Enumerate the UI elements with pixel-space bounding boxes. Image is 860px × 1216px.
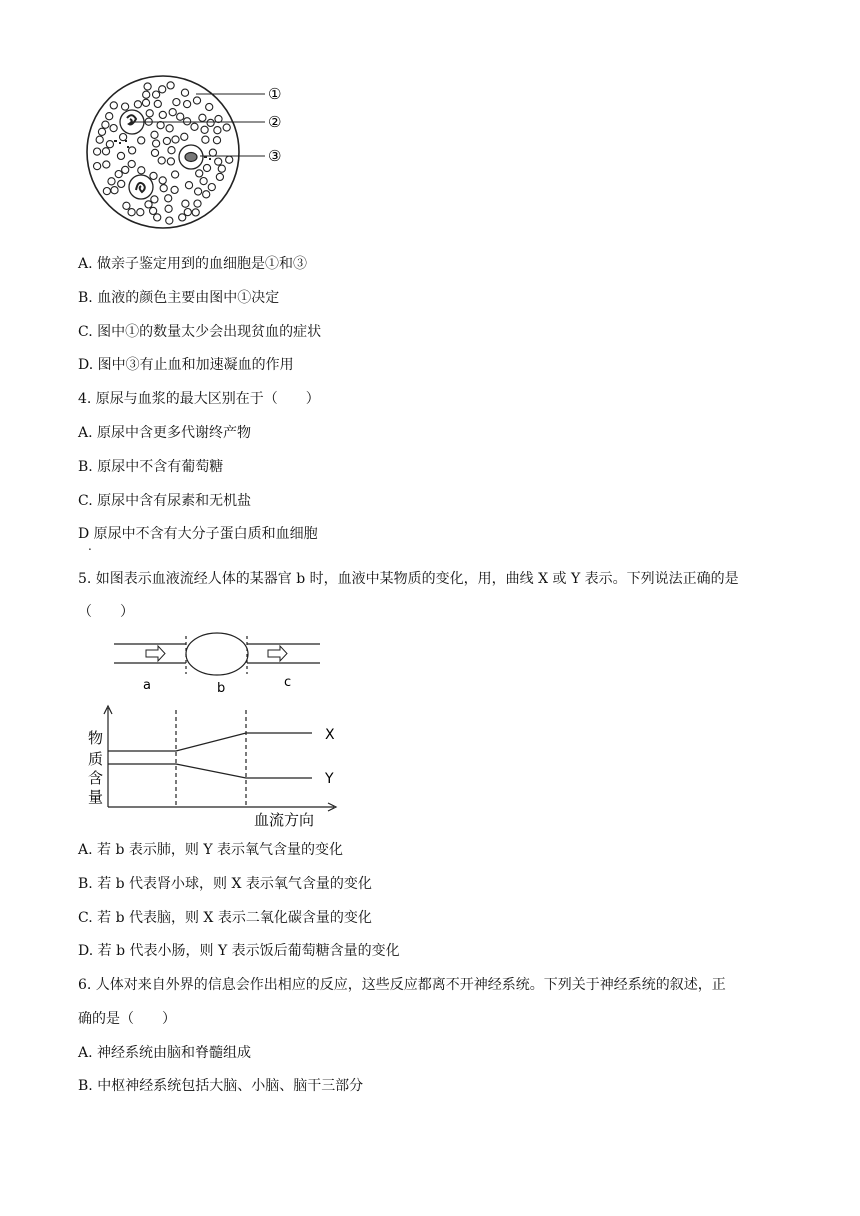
- red-blood-cell: [196, 170, 203, 177]
- red-blood-cell: [96, 136, 103, 143]
- red-blood-cell: [209, 149, 216, 156]
- red-blood-cell: [159, 111, 166, 118]
- x-axis-label: 血流方向: [254, 811, 315, 829]
- red-blood-cell: [129, 147, 136, 154]
- red-blood-cell: [159, 177, 166, 184]
- red-blood-cell: [200, 178, 207, 185]
- red-blood-cell: [138, 167, 145, 174]
- red-blood-cell: [102, 148, 109, 155]
- vessel-diagram: [110, 630, 325, 700]
- red-blood-cell: [182, 200, 189, 207]
- y-label-char-2: 质: [88, 750, 104, 768]
- red-blood-cell: [226, 156, 233, 163]
- red-blood-cell: [166, 125, 173, 132]
- red-blood-cell: [203, 191, 210, 198]
- white-blood-cell-3: [179, 145, 203, 169]
- red-blood-cell: [157, 122, 164, 129]
- red-blood-cell: [195, 188, 202, 195]
- q6-option-a: A. 神经系统由脑和脊髓组成: [78, 1045, 252, 1061]
- red-blood-cell: [207, 119, 214, 126]
- red-blood-cell: [215, 158, 222, 165]
- red-blood-cell: [158, 157, 165, 164]
- red-blood-cell: [120, 134, 127, 141]
- q3-option-a: A. 做亲子鉴定用到的血细胞是①和③: [78, 256, 308, 272]
- red-blood-cell: [137, 209, 144, 216]
- red-blood-cell: [110, 102, 117, 109]
- red-blood-cell: [194, 200, 201, 207]
- curve-x: [108, 733, 312, 751]
- red-blood-cell: [165, 205, 172, 212]
- vessel-label-a: a: [143, 678, 151, 693]
- red-blood-cell: [166, 217, 173, 224]
- red-blood-cell: [118, 180, 125, 187]
- organ-b: [186, 633, 248, 675]
- q4-option-c: C. 原尿中含有尿素和无机盐: [78, 493, 252, 509]
- red-blood-cell: [150, 207, 157, 214]
- red-blood-cells: [94, 82, 233, 224]
- red-blood-cell: [110, 125, 117, 132]
- red-blood-cell: [181, 133, 188, 140]
- red-blood-cell: [192, 209, 199, 216]
- red-blood-cell: [167, 82, 174, 89]
- red-blood-cell: [151, 131, 158, 138]
- red-blood-cell: [123, 202, 130, 209]
- red-blood-cell: [106, 141, 113, 148]
- flow-arrow-left-icon: [146, 646, 165, 661]
- red-blood-cell: [173, 99, 180, 106]
- red-blood-cell: [151, 196, 158, 203]
- q5-option-a: A. 若 b 表示肺，则 Y 表示氧气含量的变化: [78, 842, 344, 858]
- y-label-char-3: 含: [88, 769, 104, 787]
- red-blood-cell: [108, 178, 115, 185]
- red-blood-cell: [153, 140, 160, 147]
- red-blood-cell: [122, 166, 129, 173]
- white-blood-cell-2: [129, 175, 153, 199]
- q4-stray-dot: .: [88, 539, 92, 553]
- q3-option-d: D. 图中③有止血和加速凝血的作用: [78, 357, 294, 373]
- red-blood-cell: [138, 137, 145, 144]
- red-blood-cell: [172, 136, 179, 143]
- red-blood-cell: [151, 149, 158, 156]
- red-blood-cell: [163, 137, 170, 144]
- red-blood-cell: [199, 114, 206, 121]
- red-blood-cell: [128, 160, 135, 167]
- red-blood-cell: [154, 100, 161, 107]
- q4-option-d: D 原尿中不含有大分子蛋白质和血细胞: [78, 526, 318, 542]
- red-blood-cell: [145, 201, 152, 208]
- curve-label-x: X: [325, 727, 335, 743]
- curve-label-y: Y: [325, 771, 334, 787]
- q5-option-d: D. 若 b 代表小肠，则 Y 表示饭后葡萄糖含量的变化: [78, 943, 400, 959]
- red-blood-cell: [167, 158, 174, 165]
- red-blood-cell: [184, 209, 191, 216]
- red-blood-cell: [216, 173, 223, 180]
- flow-arrow-right-icon: [268, 646, 287, 661]
- red-blood-cell: [94, 148, 101, 155]
- red-blood-cell: [213, 137, 220, 144]
- red-blood-cell: [191, 123, 198, 130]
- red-blood-cell: [106, 113, 113, 120]
- q5-stem-line2: （ ）: [78, 604, 134, 620]
- substance-curve-chart: [84, 700, 344, 830]
- vessel-label-b: b: [217, 681, 226, 696]
- q4-option-a: A. 原尿中含更多代谢终产物: [78, 425, 252, 441]
- red-blood-cell: [184, 101, 191, 108]
- q6-stem-line2: 确的是（ ）: [78, 1011, 176, 1027]
- q4-stem: 4. 原尿与血浆的最大区别在于（ ）: [78, 391, 320, 407]
- red-blood-cell: [103, 188, 110, 195]
- red-blood-cell: [193, 97, 200, 104]
- red-blood-cell: [206, 103, 213, 110]
- q4-option-b: B. 原尿中不含有葡萄糖: [78, 459, 224, 475]
- red-blood-cell: [181, 89, 188, 96]
- red-blood-cell: [203, 164, 210, 171]
- red-blood-cell: [154, 214, 161, 221]
- q3-option-c: C. 图中①的数量太少会出现贫血的症状: [78, 324, 322, 340]
- q6-stem-line1: 6. 人体对来自外界的信息会作出相应的反应，这些反应都离不开神经系统。下列关于神经系统的叙述，正: [78, 977, 726, 993]
- red-blood-cell: [153, 91, 160, 98]
- red-blood-cell: [128, 209, 135, 216]
- q5-stem-line1: 5. 如图表示血液流经人体的某器官 b 时，血液中某物质的变化，用，曲线 X 或 Y 表示。下列说法正确的是: [78, 571, 739, 587]
- label-2: ②: [268, 113, 282, 131]
- q6-option-b: B. 中枢神经系统包括大脑、小脑、脑干三部分: [78, 1078, 364, 1094]
- red-blood-cell: [94, 163, 101, 170]
- red-blood-cell: [185, 182, 192, 189]
- red-blood-cell: [160, 185, 167, 192]
- red-blood-cell: [201, 126, 208, 133]
- red-blood-cell: [143, 91, 150, 98]
- red-blood-cell: [115, 171, 122, 178]
- y-label-char-4: 量: [88, 788, 104, 806]
- vessel-label-c: c: [284, 675, 292, 690]
- red-blood-cell: [172, 171, 179, 178]
- red-blood-cell: [98, 128, 105, 135]
- q3-option-b: B. 血液的颜色主要由图中①决定: [78, 290, 280, 306]
- red-blood-cell: [218, 165, 225, 172]
- q5-option-c: C. 若 b 代表脑，则 X 表示二氧化碳含量的变化: [78, 910, 372, 926]
- curve-y: [108, 764, 312, 778]
- red-blood-cell: [103, 161, 110, 168]
- red-blood-cell: [146, 110, 153, 117]
- red-blood-cell: [168, 147, 175, 154]
- red-blood-cell: [150, 172, 157, 179]
- red-blood-cell: [171, 186, 178, 193]
- red-blood-cell: [142, 99, 149, 106]
- red-blood-cell: [177, 113, 184, 120]
- red-blood-cell: [102, 121, 109, 128]
- red-blood-cell: [144, 83, 151, 90]
- red-blood-cell: [202, 136, 209, 143]
- label-1: ①: [268, 85, 282, 103]
- red-blood-cell: [111, 187, 118, 194]
- red-blood-cell: [169, 109, 176, 116]
- label-3: ③: [268, 147, 282, 165]
- red-blood-cell: [208, 184, 215, 191]
- red-blood-cell: [159, 86, 166, 93]
- blood-smear-figure: [80, 74, 295, 234]
- q5-option-b: B. 若 b 代表肾小球，则 X 表示氧气含量的变化: [78, 876, 372, 892]
- y-label-char-1: 物: [88, 729, 104, 747]
- red-blood-cell: [214, 127, 221, 134]
- red-blood-cell: [165, 195, 172, 202]
- red-blood-cell: [184, 118, 191, 125]
- red-blood-cell: [223, 124, 230, 131]
- red-blood-cell: [122, 103, 129, 110]
- red-blood-cell: [117, 152, 124, 159]
- red-blood-cell: [134, 101, 141, 108]
